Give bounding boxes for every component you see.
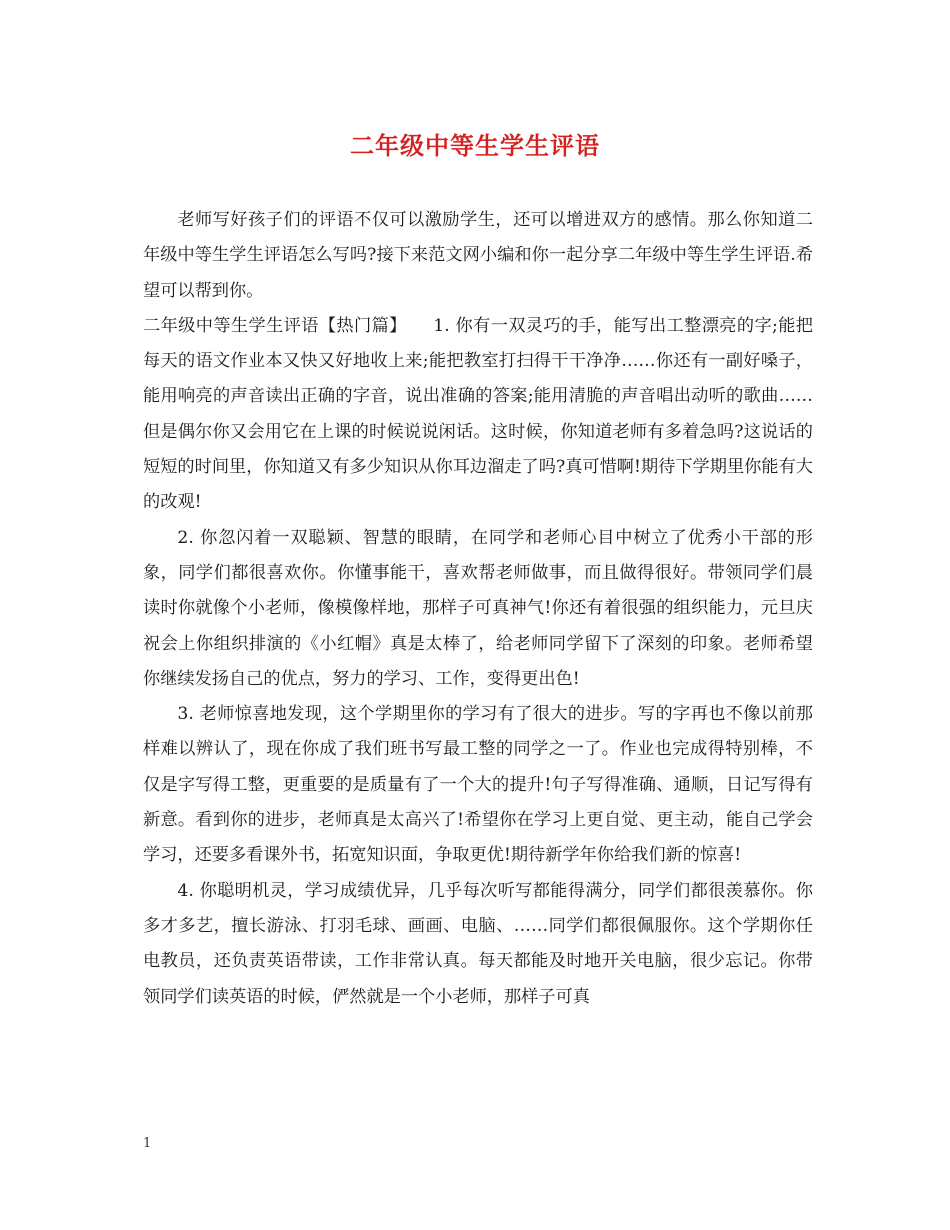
page-title: 二年级中等生学生评语	[350, 131, 600, 160]
page-number: 1	[143, 1136, 152, 1151]
comment-paragraph-2: 2. 你忽闪着一双聪颖、智慧的眼睛，在同学和老师心目中树立了优秀小干部的形象，同学们都很喜欢你。你懂事能干，喜欢帮老师做事，而且做得很好。带领同学们晨读时你就像个小老师，像模像样地，那样子可真神气!你还有着很强的组织能力，元旦庆祝会上你组织排演的《小红帽》真是太棒了，给老师同学留下了深刻的印象。老师希望你继续发扬自己的优点，努力的学习、工作，变得更出色!	[143, 527, 813, 689]
intro-paragraph: 老师写好孩子们的评语不仅可以激励学生，还可以增进双方的感情。那么你知道二年级中等生学生评语怎么写吗?接下来范文网小编和你一起分享二年级中等生学生评语.希望可以帮到你。	[143, 210, 813, 301]
document-body	[143, 203, 813, 1015]
comment-paragraph-1: 二年级中等生学生评语【热门篇】 1. 你有一双灵巧的手，能写出工整漂亮的字;能把每天的语文作业本又快又好地收上来;能把教室打扫得干干净净……你还有一副好嗓子，能用响亮的声音读出正确的字音，说出准确的答案;能用清脆的声音唱出动听的歌曲……但是偶尔你又会用它在上课的时候说说闲话。这时候，你知道老师有多着急吗?这说话的短短的时间里，你知道又有多少知识从你耳边溜走了吗?真可惜啊!期待下学期里你能有大的改观!	[143, 315, 813, 513]
comment-paragraph-3: 3. 老师惊喜地发现，这个学期里你的学习有了很大的进步。写的字再也不像以前那样难以辨认了，现在你成了我们班书写最工整的同学之一了。作业也完成得特别棒，不仅是字写得工整，更重要的是质量有了一个大的提升!句子写得准确、通顺，日记写得有新意。看到你的进步，老师真是太高兴了!希望你在学习上更自觉、更主动，能自己学会学习，还要多看课外书，拓宽知识面，争取更优!期待新学年你给我们新的惊喜!	[143, 704, 813, 866]
comment-paragraph-4: 4. 你聪明机灵，学习成绩优异，几乎每次听写都能得满分，同学们都很羡慕你。你多才多艺，擅长游泳、打羽毛球、画画、电脑、……同学们都很佩服你。这个学期你任电教员，还负责英语带读，工作非常认真。每天都能及时地开关电脑，很少忘记。你带领同学们读英语的时候，俨然就是一个小老师，那样子可真	[143, 880, 813, 1007]
